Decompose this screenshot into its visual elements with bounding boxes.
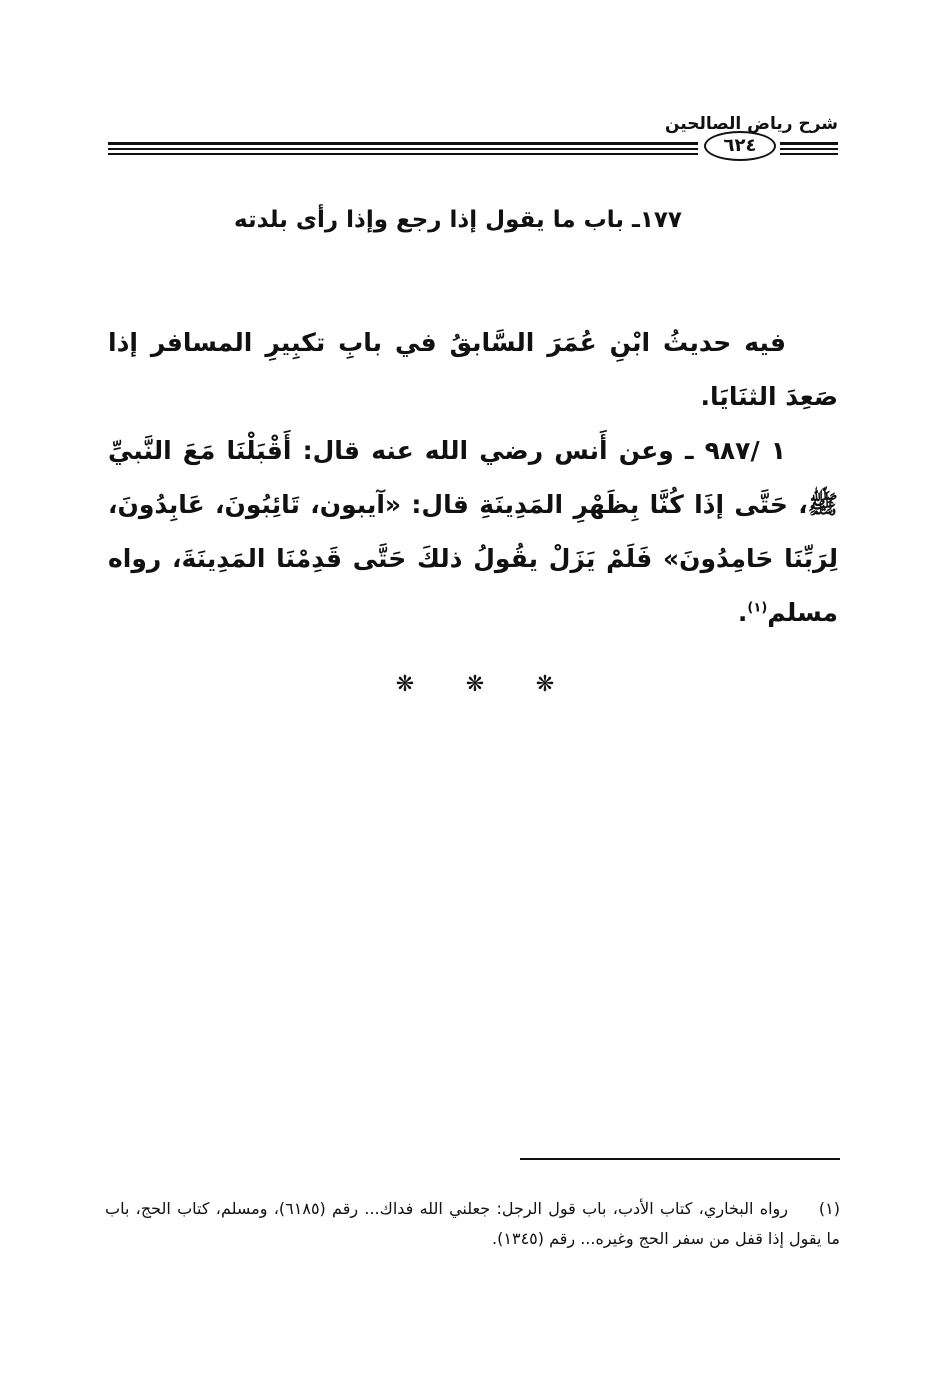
ornament-asterisk-icon: ❋ — [395, 672, 415, 697]
footnote — [105, 1194, 840, 1254]
body-paragraph: فيه حديثُ ابْنِ عُمَرَ السَّابقُ في بابِ تكبِيرِ المسافر إذا صَعِدَ الثنَايَا. — [108, 328, 838, 411]
footnote-marker: (١) — [818, 1199, 840, 1218]
footnote-divider — [520, 1158, 840, 1160]
footnote-reference[interactable]: (١) — [747, 600, 768, 616]
header-rule — [108, 142, 698, 145]
header-rule — [108, 153, 698, 155]
header-rule-short — [780, 142, 838, 145]
hadith-text: ١ /٩٨٧ ـ وعن أَنس رضي الله عنه قال: أَقْبَلْنَا مَعَ النَّبيِّ ﷺ، حَتَّى إذَا كُنَّا بِظَهْرِ المَدِينَةِ قال: «آيبون، تَائِبُونَ، عَابِدُونَ، لِرَبِّنَا حَامِدُونَ» فَلَمْ يَزَلْ يقُولُ ذلكَ حَتَّى قَدِمْنَا المَدِينَةَ، رواه مسلم — [108, 436, 838, 627]
chapter-title: ١٧٧ـ باب ما يقول إذا رجع وإذا رأى بلدته — [234, 207, 682, 233]
section-separator — [370, 672, 580, 698]
header-rule-short — [780, 148, 838, 150]
ornament-asterisk-icon: ❋ — [465, 672, 485, 697]
header-rule-short — [780, 153, 838, 155]
ornament-asterisk-icon: ❋ — [535, 672, 555, 697]
hadith-paragraph — [108, 424, 838, 640]
hadith-end: . — [737, 598, 748, 627]
running-title: شرح رياض الصالحين — [664, 114, 838, 134]
header-rule — [108, 148, 698, 150]
footnote-text: رواه البخاري، كتاب الأدب، باب قول الرجل: جعلني الله فداك... رقم (٦١٨٥)، ومسلم، كتاب الحج، باب ما يقول إذا قفل من سفر الحج وغيره... رقم (١٣٤٥). — [105, 1199, 840, 1248]
page-number: ٦٢٤ — [704, 131, 776, 161]
